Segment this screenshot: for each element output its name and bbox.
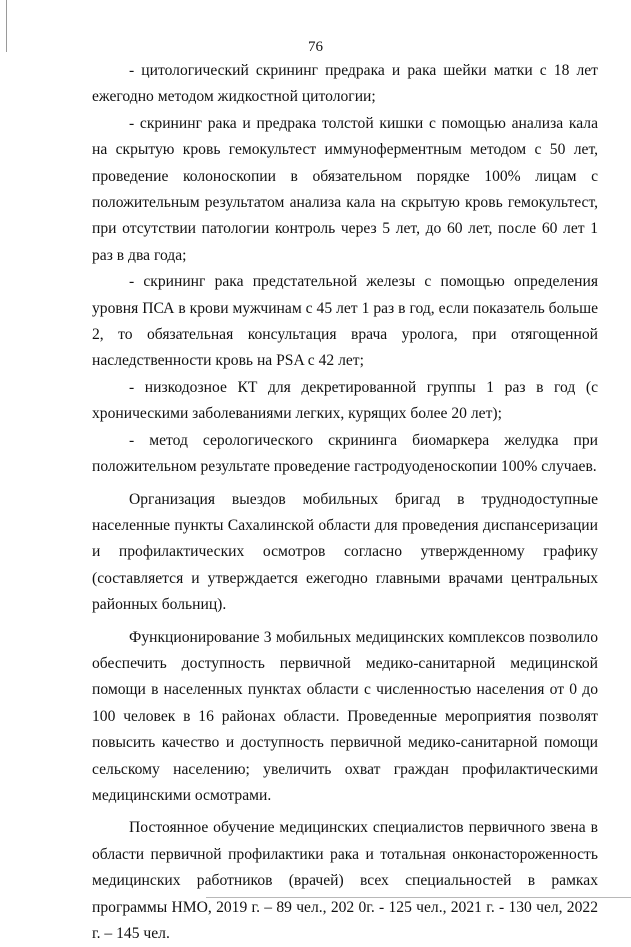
- paragraph-low-dose-ct: - низкодозное КТ для декретированной группы 1 раз в год (с хроническими заболеваниями легких, курящих более 20 лет);: [92, 378, 598, 423]
- paragraph-prostate-screening: - скрининг рака предстательной железы с помощью определения уровня ПСА в крови мужчинам с 45 лет 1 раз в год, если показатель больше 2, то обязательная консультация врача уролога, при отягощенной наследственности кровь на PSA с 42 лет;: [92, 273, 598, 370]
- paragraph-stomach-screening: - метод серологического скрининга биомаркера желудка при положительном результате проведение гастродуоденоскопии 100% случаев.: [92, 431, 598, 476]
- paragraph-mobile-teams: Организация выездов мобильных бригад в труднодоступные населенные пункты Сахалинской области для проведения диспансеризации и профилактических осмотров согласно утвержденному графику (составляется и утверждается ежегодно главными врачами центральных районных больниц).: [92, 490, 598, 614]
- paragraph-training: Постоянное обучение медицинских специалистов первичного звена в области первичной профилактики рака и тотальная онконастороженность медицинских работников (врачей) всех специальностей в рамках программы НМО, 2019 г. – 89 чел., 202 0г. - 125 чел., 2021 г. - 130 чел, 2022 г. – 145 чел.: [92, 819, 598, 942]
- page-number: 76: [308, 39, 323, 55]
- paragraph-cytology-screening: - цитологический скрининг предрака и рака шейки матки с 18 лет ежегодно методом жидкостной цитологии;: [92, 62, 598, 106]
- paragraph-colon-screening: - скрининг рака и предрака толстой кишки с помощью анализа кала на скрытую кровь гемокультест иммуноферментным методом с 50 лет, проведение колоноскопии в обязательном порядке 100% лицам с положительным результатом анализа кала на скрытую кровь гемокультест, при отсутствии патологии контроль через 5 лет, до 60 лет, после 60 лет 1 раз в два года;: [92, 114, 598, 264]
- paragraph-mobile-complexes: Функционирование 3 мобильных медицинских комплексов позволило обеспечить доступность первичной медико-санитарной медицинской помощи в населенных пунктах области с численностью населения от 0 до 100 человек в 16 районах области. Проведенные мероприятия позволят повысить качество и доступность первичной медико-санитарной помощи сельскому населению; увеличить охват граждан профилактическими медицинскими осмотрами.: [92, 628, 598, 804]
- body-text: [92, 58, 598, 947]
